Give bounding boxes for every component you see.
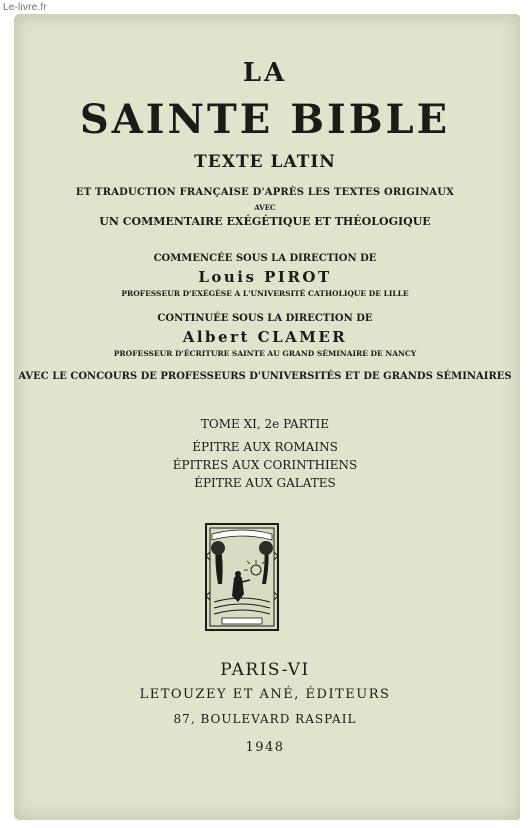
- publisher-address: 87, BOULEVARD RASPAIL: [173, 712, 357, 726]
- title-prefix: LA: [242, 58, 288, 88]
- publication-year: 1948: [245, 740, 285, 755]
- contributors-line: AVEC LE CONCOURS DE PROFESSEURS D'UNIVERSITÉS ET DE GRANDS SÉMINAIRES: [18, 371, 512, 382]
- volume-label: TOME XI, 2e PARTIE: [200, 417, 330, 431]
- contents-item: ÉPITRE AUX GALATES: [194, 476, 336, 490]
- translation-line: ET TRADUCTION FRANÇAISE D'APRÈS LES TEXTES ORIGINAUX: [75, 187, 455, 198]
- continued-under-direction: CONTINUÉE SOUS LA DIRECTION DE: [157, 313, 373, 324]
- watermark-label: Le-livre.fr: [3, 2, 47, 13]
- director-2-role: PROFESSEUR D'ÉCRITURE SAINTE AU GRAND SÉMINAIRE DE NANCY: [113, 349, 417, 358]
- publisher-name: LETOUZEY ET ANÉ, ÉDITEURS: [139, 687, 391, 702]
- director-2-name: Albert CLAMER: [182, 328, 348, 346]
- book-title: SAINTE BIBLE: [79, 96, 451, 143]
- contents-item: ÉPITRES AUX CORINTHIENS: [172, 458, 358, 472]
- avec-connector: AVEC: [254, 203, 276, 212]
- director-1-name: Louis PIROT: [198, 268, 332, 286]
- commentary-line: UN COMMENTAIRE EXÉGÉTIQUE ET THÉOLOGIQUE: [99, 215, 431, 228]
- printer-mark-icon: [204, 522, 280, 632]
- director-1-role: PROFESSEUR D'EXÉGÈSE A L'UNIVERSITÉ CATHOLIQUE DE LILLE: [121, 289, 409, 298]
- started-under-direction: COMMENCÉE SOUS LA DIRECTION DE: [153, 253, 377, 264]
- book-subtitle: TEXTE LATIN: [194, 152, 336, 172]
- contents-item: ÉPITRE AUX ROMAINS: [192, 440, 338, 454]
- publication-city: PARIS-VI: [220, 660, 310, 680]
